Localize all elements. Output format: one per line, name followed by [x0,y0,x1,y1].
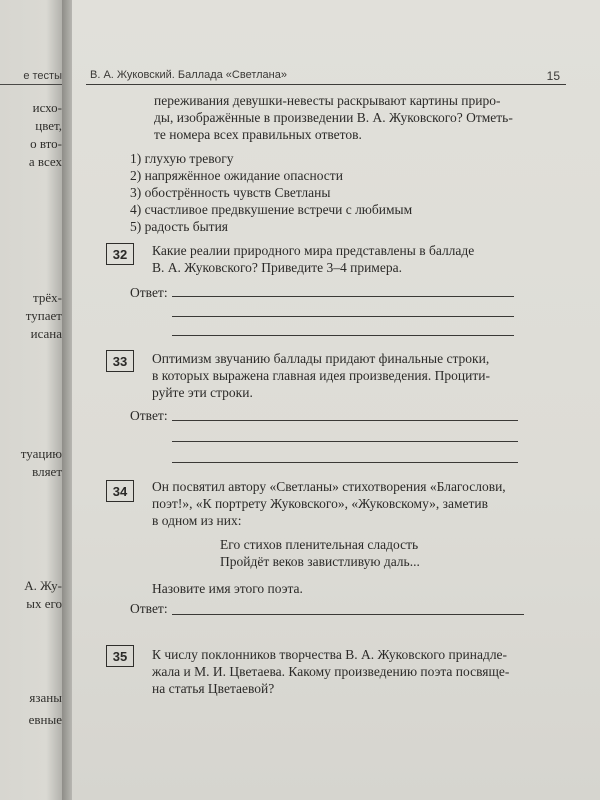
options-list [130,150,412,235]
quote-line: Его стихов пленительная сладость [220,537,419,552]
left-page-header-text: е тесты [23,70,62,82]
option-item: 5) радость бытия [130,219,229,234]
answer-label: Ответ: [130,285,168,300]
left-page-line: исхо- [32,100,62,115]
question-line: Оптимизм звучанию баллады придают финальные строки, [152,351,490,366]
running-title: В. А. Жуковский. Баллада «Светлана» [90,69,287,81]
answer-line[interactable] [172,441,518,442]
question-line: руйте эти строки. [152,385,253,400]
question-number-box: 33 [106,350,134,372]
question-line: в которых выражена главная идея произведения. Процити- [152,368,490,383]
left-page-line: ых его [26,596,62,611]
answer-line[interactable] [172,335,514,336]
question-line: жала и М. И. Цветаева. Какому произведению поэта посвяще- [152,664,510,679]
running-header [86,68,566,85]
book-page [72,0,600,800]
answer-line[interactable] [172,462,518,463]
answer-line[interactable] [172,420,518,421]
answer-label: Ответ: [130,408,168,423]
left-page-line: язаны [29,690,62,705]
left-page-line: евные [28,712,62,727]
option-item: 4) счастливое предвкушение встречи с любимым [130,202,413,217]
question-line: поэт!», «К портрету Жуковского», «Жуковскому», заметив [152,496,489,511]
answer-line[interactable] [172,296,514,297]
question-line: в одном из них: [152,513,242,528]
left-facing-page [0,0,66,800]
answer-line[interactable] [172,316,514,317]
question-line: В. А. Жуковского? Приведите 3–4 примера. [152,260,402,275]
question-text [152,478,506,529]
question-line: на статья Цветаевой? [152,681,275,696]
left-page-line: вляет [32,464,62,479]
question-line: Какие реалии природного мира представлены в балладе [152,243,475,258]
option-item: 2) напряжённое ожидание опасности [130,168,343,183]
answer-line[interactable] [172,614,524,615]
left-page-line: туацию [20,446,62,461]
answer-label: Ответ: [130,601,168,616]
intro-line: ды, изображённые в произведении В. А. Жуковского? Отметь- [154,110,513,125]
option-item: 1) глухую тревогу [130,151,234,166]
page-number: 15 [546,69,560,83]
question-text [152,350,490,401]
question-number-box: 35 [106,645,134,667]
left-page-line: исана [30,326,62,341]
question-text [152,646,509,697]
left-page-header [0,70,66,85]
left-page-line: о вто- [30,136,62,151]
left-page-line: цвет, [35,118,62,133]
left-page-line: тупает [25,308,62,323]
question-number-box: 32 [106,243,134,265]
question-number-box: 34 [106,480,134,502]
option-item: 3) обострённость чувств Светланы [130,185,331,200]
poem-quote [220,536,420,570]
intro-line: те номера всех правильных ответов. [154,127,362,142]
question-line: К числу поклонников творчества В. А. Жуковского принадле- [152,647,508,662]
left-page-line: а всех [28,154,62,169]
question-line: Он посвятил автору «Светланы» стихотворения «Благослови, [152,479,506,494]
intro-paragraph [154,92,513,143]
question-prompt: Назовите имя этого поэта. [152,581,303,596]
left-page-line: А. Жу- [24,578,62,593]
question-text [152,242,474,276]
left-page-line: трёх- [33,290,62,305]
quote-line: Пройдёт веков завистливую даль... [220,554,420,569]
intro-line: переживания девушки-невесты раскрывают картины приро- [154,93,501,108]
